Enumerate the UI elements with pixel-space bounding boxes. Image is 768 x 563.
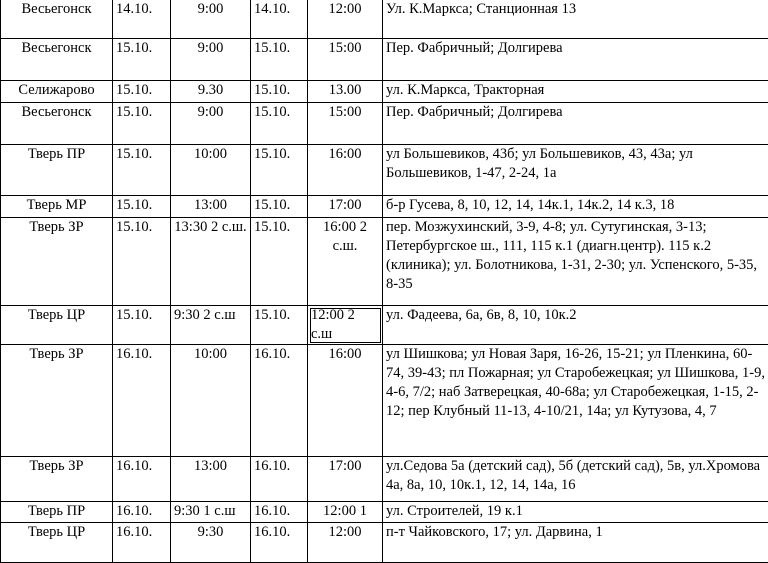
address-cell: Ул. К.Маркса; Станционная 13 [383,0,768,39]
district-cell: Тверь ЗР [1,218,113,306]
end-time-cell: 12:00 2 с.ш [308,306,383,345]
end-time-cell: 17:00 [308,196,383,218]
district-cell: Тверь ПР [1,502,113,523]
start-time-cell: 13:00 [171,457,251,502]
district-cell: Весьегонск [1,39,113,81]
start-time-cell: 9:00 [171,39,251,81]
address-cell: п-т Чайковского, 17; ул. Дарвина, 1 [383,523,768,563]
start-date-cell: 15.10. [113,218,171,306]
end-date-cell: 16.10. [251,523,308,563]
end-time-cell: 17:00 [308,457,383,502]
start-date-cell: 16.10. [113,502,171,523]
start-date-cell: 15.10. [113,306,171,345]
end-date-cell: 15.10. [251,103,308,145]
start-date-cell: 14.10. [113,0,171,39]
end-date-cell: 15.10. [251,145,308,196]
table-row [1,39,768,81]
table-row [1,145,768,196]
end-time-cell: 12:00 [308,523,383,563]
district-cell: Весьегонск [1,0,113,39]
address-cell: Пер. Фабричный; Долгирева [383,103,768,145]
table-row [1,345,768,457]
start-date-cell: 16.10. [113,523,171,563]
end-date-cell: 15.10. [251,218,308,306]
table-row [1,81,768,103]
start-time-cell: 10:00 [171,345,251,457]
start-time-cell: 9.30 [171,81,251,103]
end-time-cell: 16:00 2 с.ш. [308,218,383,306]
start-date-cell: 15.10. [113,39,171,81]
district-cell: Тверь ПР [1,145,113,196]
table-row [1,523,768,563]
end-time-cell: 12:00 [308,0,383,39]
start-date-cell: 15.10. [113,145,171,196]
start-time-cell: 9:30 [171,523,251,563]
address-cell: ул. Строителей, 19 к.1 [383,502,768,523]
district-cell: Тверь ЗР [1,345,113,457]
end-date-cell: 16.10. [251,345,308,457]
address-cell: ул.Седова 5а (детский сад), 5б (детский сад), 5в, ул.Хромова 4а, 8а, 10, 10к.1, 12, 14, 14а, 16 [383,457,768,502]
table-row [1,218,768,306]
start-time-cell: 9:00 [171,103,251,145]
end-time-cell: 13.00 [308,81,383,103]
end-time-cell: 15:00 [308,103,383,145]
end-time-cell: 16:00 [308,345,383,457]
end-date-cell: 15.10. [251,196,308,218]
table-row [1,0,768,39]
end-date-cell: 15.10. [251,306,308,345]
start-time-cell: 9:30 1 с.ш [171,502,251,523]
start-time-cell: 13:00 [171,196,251,218]
start-time-cell: 10:00 [171,145,251,196]
address-cell: ул. К.Маркса, Тракторная [383,81,768,103]
end-time-cell: 16:00 [308,145,383,196]
district-cell: Тверь ЦР [1,523,113,563]
end-date-cell: 15.10. [251,39,308,81]
start-time-cell: 9:30 2 с.ш [171,306,251,345]
end-time-cell: 15:00 [308,39,383,81]
end-date-cell: 16.10. [251,457,308,502]
table-row [1,502,768,523]
start-date-cell: 16.10. [113,345,171,457]
start-time-cell: 13:30 2 с.ш. [171,218,251,306]
start-date-cell: 16.10. [113,457,171,502]
table-row [1,196,768,218]
district-cell: Тверь ЦР [1,306,113,345]
end-date-cell: 15.10. [251,81,308,103]
end-date-cell: 14.10. [251,0,308,39]
start-date-cell: 15.10. [113,196,171,218]
table-row [1,103,768,145]
district-cell: Тверь МР [1,196,113,218]
table-row [1,457,768,502]
address-cell: б-р Гусева, 8, 10, 12, 14, 14к.1, 14к.2, 14 к.3, 18 [383,196,768,218]
address-cell: Пер. Фабричный; Долгирева [383,39,768,81]
district-cell: Тверь ЗР [1,457,113,502]
district-cell: Весьегонск [1,103,113,145]
start-date-cell: 15.10. [113,103,171,145]
address-cell: ул. Фадеева, 6а, 6в, 8, 10, 10к.2 [383,306,768,345]
address-cell: ул Шишкова; ул Новая Заря, 16-26, 15-21; ул Пленкина, 60-74, 39-43; пл Пожарная; ул Старобежецкая; ул Шишкова, 1-9, 4-6, 7/2; наб Затверецкая, 40-68а; ул Старобежецкая, 1-15, 2-12; пер Клубный 11-13, 4-10/21, 14а; ул Кутузова, 4, 7 [383,345,768,457]
end-date-cell: 16.10. [251,502,308,523]
start-date-cell: 15.10. [113,81,171,103]
end-time-cell: 12:00 1 [308,502,383,523]
district-cell: Селижарово [1,81,113,103]
address-cell: ул Большевиков, 43б; ул Большевиков, 43, 43а; ул Большевиков, 1-47, 2-24, 1а [383,145,768,196]
address-cell: пер. Мозжухинский, 3-9, 4-8; ул. Сутугинская, 3-13; Петербургское ш., 111, 115 к.1 (диагн.центр). 115 к.2 (клиника); ул. Болотникова, 1-31, 2-30; ул. Успенского, 5-35, 8-35 [383,218,768,306]
table-row [1,306,768,345]
start-time-cell: 9:00 [171,0,251,39]
